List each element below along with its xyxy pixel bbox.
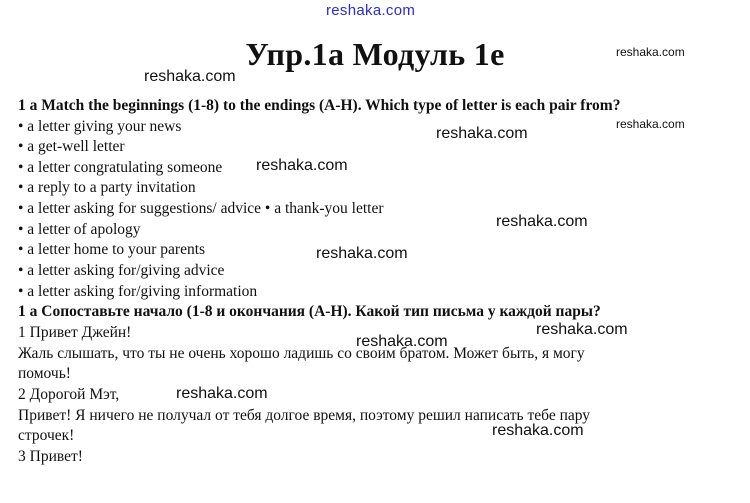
watermark: reshaka.com <box>616 117 685 131</box>
text-line: строчек! <box>18 427 75 444</box>
watermark: reshaka.com <box>316 245 408 262</box>
watermark: reshaka.com <box>356 333 448 350</box>
watermark: reshaka.com <box>492 422 584 439</box>
letter-type-item: • a get-well letter <box>18 138 125 155</box>
watermark: reshaka.com <box>436 125 528 142</box>
text-line: помочь! <box>18 365 71 382</box>
task-heading-en: 1 a Match the beginnings (1-8) to the endings (A-H). Which type of letter is each pair from? <box>18 97 621 114</box>
letter-type-item: • a letter asking for suggestions/ advice • a thank-you letter <box>18 200 384 217</box>
watermark-top[interactable]: reshaka.com <box>326 2 416 19</box>
watermark: reshaka.com <box>616 45 685 59</box>
letter-type-item: • a reply to a party invitation <box>18 179 196 196</box>
text-line: Жаль слышать, что ты не очень хорошо ладишь со своим братом. Может быть, я могу <box>18 345 585 362</box>
text-line: 2 Дорогой Мэт, <box>18 386 120 403</box>
text-line: 1 Привет Джейн! <box>18 324 132 341</box>
watermark: reshaka.com <box>176 385 268 402</box>
text-line: 3 Привет! <box>18 448 83 465</box>
watermark: reshaka.com <box>496 213 588 230</box>
watermark: reshaka.com <box>536 321 628 338</box>
letter-type-item: • a letter asking for/giving advice <box>18 262 225 279</box>
text-line: Привет! Я ничего не получал от тебя долгое время, поэтому решил написать тебе пару <box>18 407 591 424</box>
watermark: reshaka.com <box>144 68 236 85</box>
page-title: Упр.1a Модуль 1e <box>245 36 505 72</box>
letter-type-item: • a letter of apology <box>18 221 141 238</box>
letter-type-item: • a letter giving your news <box>18 118 182 135</box>
task-heading-ru: 1 a Сопоставьте начало (1-8 и окончания (A-H). Какой тип письма у каждой пары? <box>18 303 601 320</box>
letter-type-item: • a letter asking for/giving information <box>18 283 258 300</box>
watermark: reshaka.com <box>256 157 348 174</box>
letter-type-item: • a letter congratulating someone <box>18 159 223 176</box>
letter-type-item: • a letter home to your parents <box>18 241 206 258</box>
